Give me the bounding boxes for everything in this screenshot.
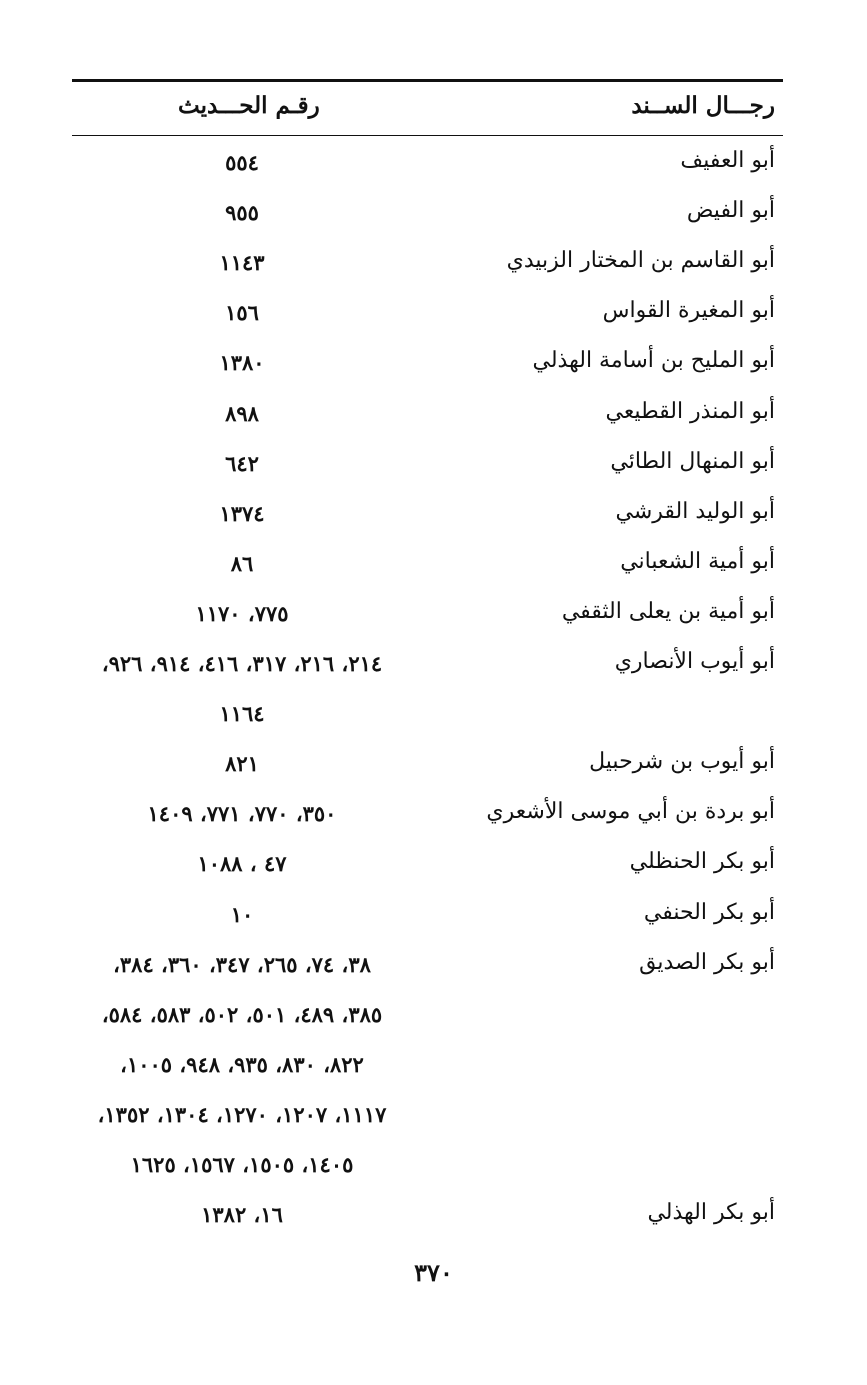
index-entry-row xyxy=(0,192,867,240)
hadith-numbers: ١١٦٤ xyxy=(219,701,265,727)
narrators-column-header: رجـــال الســند xyxy=(631,92,775,119)
narrator-name: أبو المغيرة القواس xyxy=(602,298,775,324)
hadith-numbers: ٨٦ xyxy=(230,550,254,576)
index-entry-row xyxy=(0,1194,867,1242)
narrator-name: أبو بكر الحنظلي xyxy=(629,849,775,875)
index-entry-row xyxy=(0,1144,867,1192)
narrator-name: أبو القاسم بن المختار الزبيدي xyxy=(506,248,775,274)
index-entry-row xyxy=(0,593,867,641)
hadith-numbers: ١٠ xyxy=(230,901,254,927)
index-entry-row xyxy=(0,393,867,441)
index-entry-row xyxy=(0,793,867,841)
hadith-numbers: ٩٥٥ xyxy=(225,200,259,226)
index-entry-row xyxy=(0,493,867,541)
index-entry-row xyxy=(0,1044,867,1092)
index-entry-row xyxy=(0,292,867,340)
narrator-name: أبو بكر الحنفي xyxy=(643,899,775,925)
hadith-numbers: ٣٨٥، ٤٨٩، ٥٠١، ٥٠٢، ٥٨٣، ٥٨٤، xyxy=(101,1001,383,1027)
hadith-numbers: ١٣٧٤ xyxy=(219,500,265,526)
narrator-name: أبو الوليد القرشي xyxy=(615,498,775,524)
narrator-name: أبو أمية الشعباني xyxy=(620,548,775,574)
index-entry-row xyxy=(0,944,867,992)
header-rule xyxy=(72,135,783,136)
index-entry-row xyxy=(0,142,867,190)
hadith-numbers: ٨٩٨ xyxy=(225,400,259,426)
index-entry-row xyxy=(0,242,867,290)
hadith-numbers: ٥٥٤ xyxy=(225,150,259,175)
hadith-numbers: ٧٧٥، ١١٧٠ xyxy=(195,600,289,626)
index-entry-row xyxy=(0,693,867,741)
index-entry-row xyxy=(0,342,867,390)
hadith-numbers: ١٦، ١٣٨٢ xyxy=(201,1202,283,1228)
narrator-name: أبو المليح بن أسامة الهذلي xyxy=(532,348,775,374)
index-entry-row xyxy=(0,994,867,1042)
hadith-number-column-header: رقـم الحـــديث xyxy=(178,92,320,119)
hadith-numbers: ٦٤٢ xyxy=(225,450,259,476)
hadith-numbers: ١٥٦ xyxy=(225,300,259,326)
hadith-numbers: ١٣٨٠ xyxy=(219,350,265,376)
hadith-numbers: ٨٢١ xyxy=(225,751,259,777)
narrator-name: أبو بردة بن أبي موسى الأشعري xyxy=(486,799,775,825)
narrator-name: أبو بكر الصديق xyxy=(639,949,775,975)
narrator-name: أبو الفيض xyxy=(686,198,775,224)
narrator-name: أبو المنهال الطائي xyxy=(610,448,775,474)
top-rule xyxy=(72,79,783,82)
index-entry-row xyxy=(0,894,867,942)
hadith-numbers: ٣٨، ٧٤، ٢٦٥، ٣٤٧، ٣٦٠، ٣٨٤، xyxy=(113,951,371,977)
index-entry-row xyxy=(0,543,867,591)
narrator-name: أبو أيوب الأنصاري xyxy=(614,649,775,674)
hadith-numbers: ٤٧ ، ١٠٨٨ xyxy=(197,851,287,877)
index-entry-row xyxy=(0,443,867,491)
narrator-name: أبو أمية بن يعلى الثقفي xyxy=(561,598,775,624)
hadith-numbers: ٨٢٢، ٨٣٠، ٩٣٥، ٩٤٨، ١٠٠٥، xyxy=(120,1051,364,1077)
page-number: ٣٧٠ xyxy=(414,1258,453,1287)
index-entry-row xyxy=(0,1094,867,1142)
hadith-numbers: ١٤٠٥، ١٥٠٥، ١٥٦٧، ١٦٢٥ xyxy=(130,1152,354,1177)
narrator-name: أبو العفيف xyxy=(680,148,775,173)
narrator-name: أبو أيوب بن شرحبيل xyxy=(589,749,775,775)
hadith-numbers: ٢١٤، ٢١٦، ٣١٧، ٤١٦، ٩١٤، ٩٢٦، xyxy=(101,651,383,676)
narrator-name: أبو بكر الهذلي xyxy=(647,1200,775,1226)
hadith-numbers: ١١١٧، ١٢٠٧، ١٢٧٠، ١٣٠٤، ١٣٥٢، xyxy=(97,1101,387,1127)
index-entry-row xyxy=(0,843,867,891)
index-entry-row xyxy=(0,743,867,791)
hadith-numbers: ١١٤٣ xyxy=(219,250,265,276)
hadith-numbers: ٣٥٠، ٧٧٠، ٧٧١، ١٤٠٩ xyxy=(147,801,337,827)
index-entry-row xyxy=(0,643,867,691)
narrator-name: أبو المنذر القطيعي xyxy=(605,398,775,424)
